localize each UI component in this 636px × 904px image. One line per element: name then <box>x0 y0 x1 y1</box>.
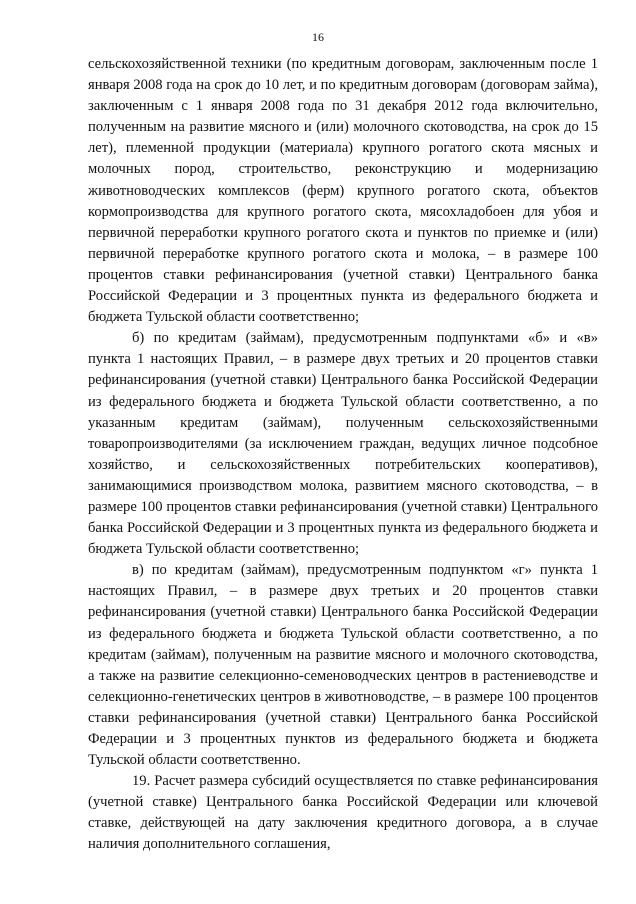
paragraph-item-19: 19. Расчет размера субсидий осуществляется по ставке рефинансирования (учетной ставке) Центрального банка Российской Федерации или ключевой ставке, действующей на дату заключения кредитного договора, а в случае наличия дополнительного соглашения, <box>88 773 598 853</box>
paragraph-subitem-v: в) по кредитам (займам), предусмотренным подпунктом «г» пункта 1 настоящих Правил, – в размере двух третьих и 20 процентов ставки рефинансирования (учетной ставки) Центрального банка Российской Федерации из федерального бюджета и бюджета Тульской области соответственно, а по кредитам (займам), полученным на развитие мясного и молочного скотоводства, а также на развитие селекционно-семеноводческих центров в растениеводстве и селекционно-генетических центров в животноводстве, – в размере 100 процентов ставки рефинансирования (учетной ставки) Центрального банка Российской Федерации и 3 процентных пунктов из федерального бюджета и бюджета Тульской области соответственно. <box>88 562 598 769</box>
page-number: 16 <box>312 30 324 44</box>
document-body <box>88 54 598 856</box>
paragraph-continuation: сельскохозяйственной техники (по кредитным договорам, заключенным после 1 января 2008 года на срок до 10 лет, и по кредитным договорам (договорам займа), заключенным с 1 января 2008 года по 31 декабря 2012 года включительно, полученным на развитие мясного и (или) молочного скотоводства, на срок до 15 лет), племенной продукции (материала) крупного рогатого скота мясных и молочных пород, строительство, реконструкцию и модернизацию животноводческих комплексов (ферм) крупного рогатого скота, объектов кормопроизводства для крупного рогатого скота, мясохладобоен для убоя и первичной переработки крупного рогатого скота и пунктов по приемке и (или) первичной переработке крупного рогатого скота и молока, – в размере 100 процентов ставки рефинансирования (учетной ставки) Центрального банка Российской Федерации и 3 процентных пункта из федерального бюджета и бюджета Тульской области соответственно; <box>88 56 598 326</box>
paragraph-subitem-b: б) по кредитам (займам), предусмотренным подпунктами «б» и «в» пункта 1 настоящих Правил, – в размере двух третьих и 20 процентов ставки рефинансирования (учетной ставки) Центрального банка Российской Федерации из федерального бюджета и бюджета Тульской области соответственно, а по указанным кредитам (займам), полученным сельскохозяйственными товаропроизводителями (за исключением граждан, ведущих личное подсобное хозяйство, и сельскохозяйственных потребительских кооперативов), занимающимися производством молока, развитием мясного скотоводства, – в размере 100 процентов ставки рефинансирования (учетной ставки) Центрального банка Российской Федерации и 3 процентных пункта из федерального бюджета и бюджета Тульской области соответственно; <box>88 330 598 558</box>
